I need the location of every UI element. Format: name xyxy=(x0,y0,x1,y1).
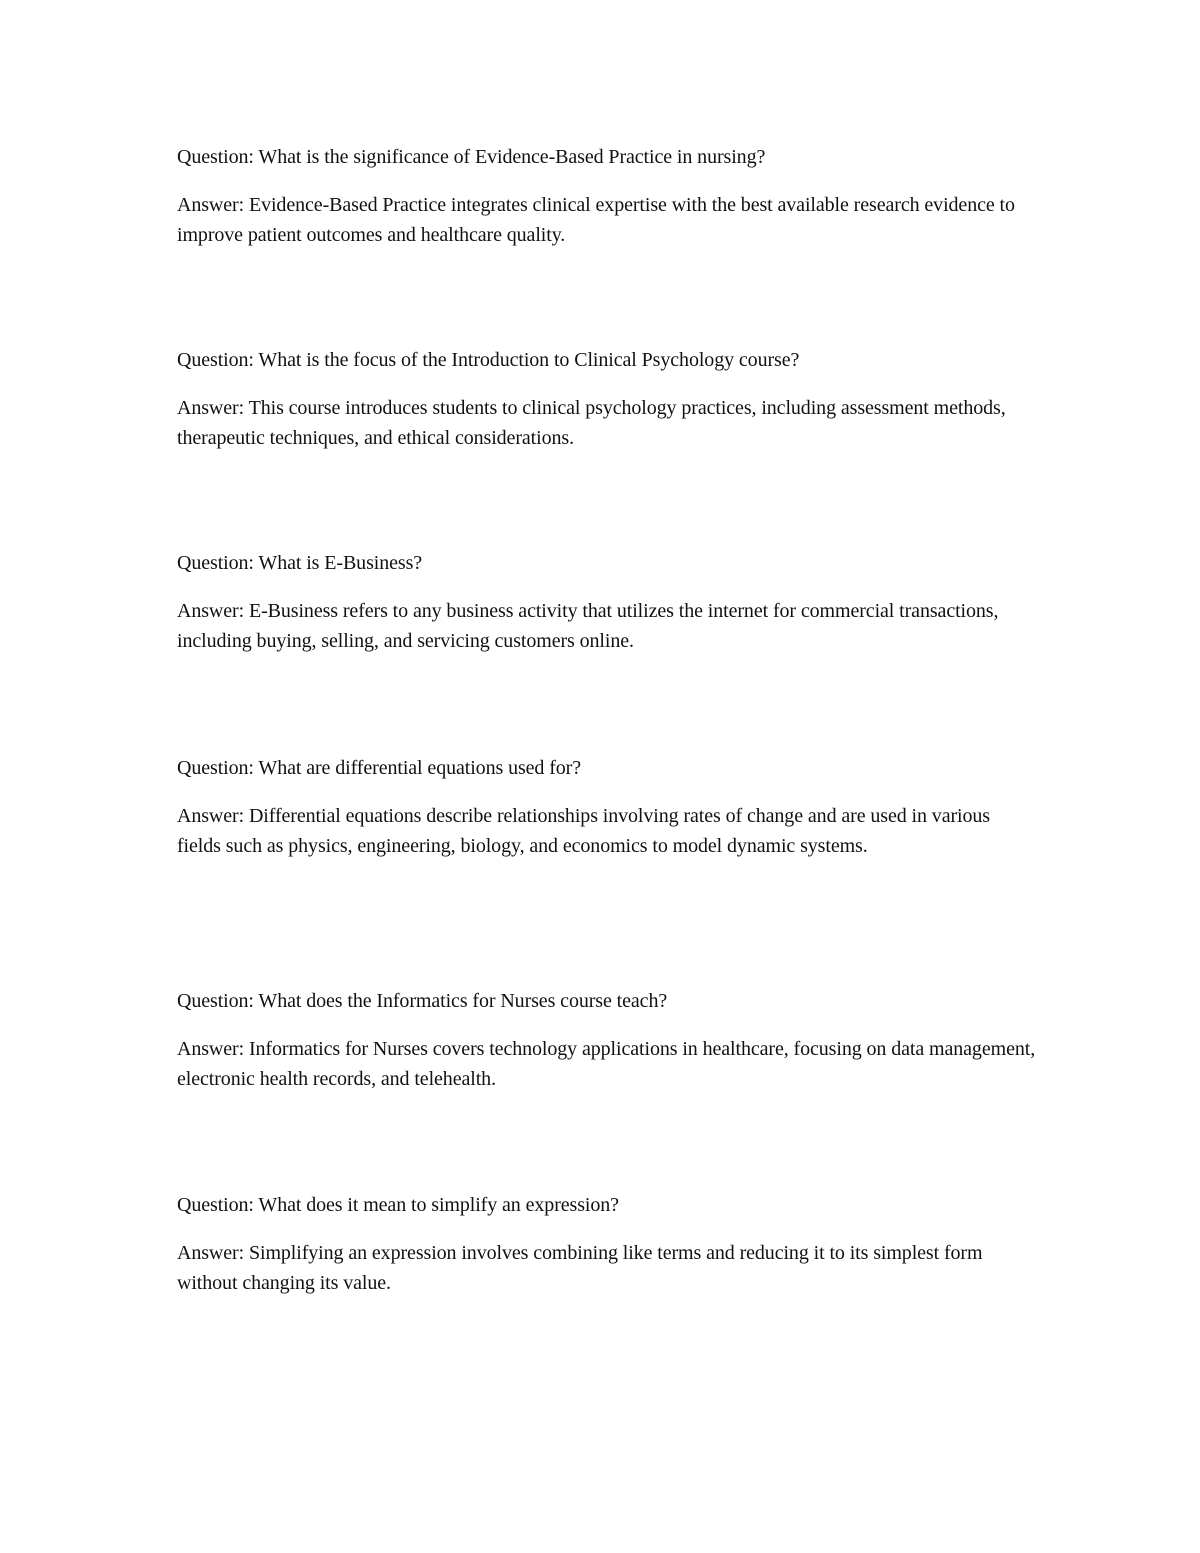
answer-text: Answer: Evidence-Based Practice integrates clinical expertise with the best available research evidence to improve patient outcomes and healthcare quality. xyxy=(177,194,1015,246)
answer-text: Answer: E-Business refers to any business activity that utilizes the internet for commercial transactions, including buying, selling, and servicing customers online. xyxy=(177,600,999,652)
question-text: Question: What is the significance of Evidence-Based Practice in nursing? xyxy=(177,146,766,168)
qa-block xyxy=(177,753,1037,861)
question-text: Question: What does it mean to simplify an expression? xyxy=(177,1194,619,1216)
question-text: Question: What is the focus of the Introduction to Clinical Psychology course? xyxy=(177,349,800,371)
answer-text: Answer: Simplifying an expression involves combining like terms and reducing it to its simplest form without changing its value. xyxy=(177,1242,983,1294)
question-text: Question: What are differential equations used for? xyxy=(177,757,582,779)
question-text: Question: What is E-Business? xyxy=(177,552,423,574)
qa-block xyxy=(177,345,1037,453)
qa-block xyxy=(177,986,1037,1094)
qa-block xyxy=(177,548,1037,656)
qa-block xyxy=(177,142,1037,250)
question-text: Question: What does the Informatics for Nurses course teach? xyxy=(177,990,668,1012)
answer-text: Answer: This course introduces students to clinical psychology practices, including assessment methods, therapeutic techniques, and ethical considerations. xyxy=(177,397,1006,449)
answer-text: Answer: Informatics for Nurses covers technology applications in healthcare, focusing on data management, electronic health records, and telehealth. xyxy=(177,1038,1036,1090)
qa-block xyxy=(177,1190,1037,1298)
answer-text: Answer: Differential equations describe relationships involving rates of change and are used in various fields such as physics, engineering, biology, and economics to model dynamic systems. xyxy=(177,805,990,857)
